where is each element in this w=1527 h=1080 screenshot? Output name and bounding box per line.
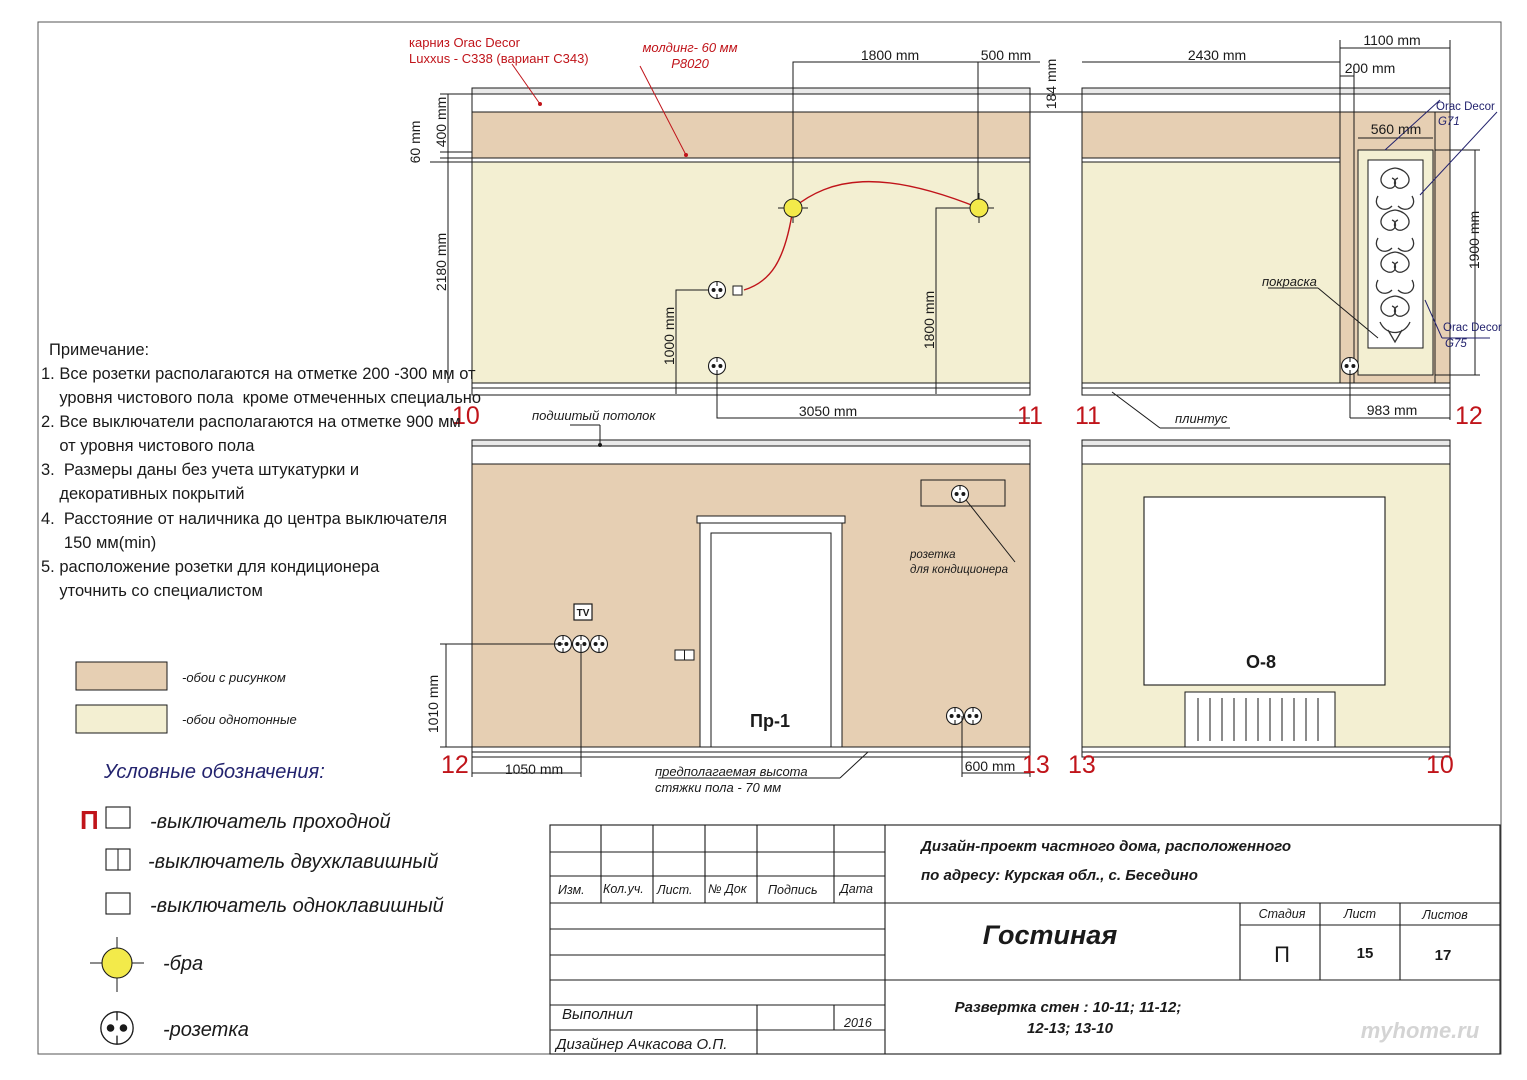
ornament-panel xyxy=(1368,160,1423,348)
baseboard-label: плинтус xyxy=(1175,411,1228,426)
cornice-label-1: карниз Orac Decor xyxy=(409,35,520,50)
tb-header-list: Лист. xyxy=(657,883,693,897)
watermark: myhome.ru xyxy=(1360,1018,1480,1043)
unfolding-label-1: Развертка стен : 10-11; 11-12; xyxy=(954,999,1182,1016)
wall-number-11: 11 xyxy=(1075,402,1101,430)
molding-label-2: P8020 xyxy=(671,56,709,71)
dim-1900: 1900 mm xyxy=(1466,210,1482,270)
orac-g71-label-2: G71 xyxy=(1438,116,1460,128)
radiator xyxy=(1185,692,1335,747)
notes-title: Примечание: xyxy=(49,341,150,359)
wall-number-10: 10 xyxy=(1426,751,1454,779)
dim-200: 200 mm xyxy=(1344,60,1396,76)
tb-header-date: Дата xyxy=(840,882,873,896)
project-title-2: по адресу: Курская обл., с. Беседино xyxy=(921,867,1198,884)
socket-icon xyxy=(947,708,964,725)
tb-header-signature: Подпись xyxy=(768,883,818,897)
dim-600: 600 mm xyxy=(964,758,1016,774)
note-line: 1. Все розетки располагаются на отметке 200 -300 мм от xyxy=(41,365,476,383)
tb-year: 2016 xyxy=(844,1016,872,1030)
tb-sheet-header: Лист xyxy=(1343,907,1377,921)
wall-12-13 xyxy=(440,425,1030,778)
wall-13-10 xyxy=(1082,440,1450,757)
socket-icon xyxy=(709,358,726,375)
dim-1000: 1000 mm xyxy=(661,306,677,366)
dim-1800-vertical: 1800 mm xyxy=(921,290,937,350)
dim-2180: 2180 mm xyxy=(433,232,449,292)
ac-socket-label-1: розетка xyxy=(910,549,956,561)
dim-400: 400 mm xyxy=(433,96,449,148)
dim-1800-top: 1800 mm xyxy=(860,47,920,63)
tb-executed-label: Выполнил xyxy=(562,1006,633,1023)
wall-number-12: 12 xyxy=(441,751,469,779)
legend-pattern-label: -обои с рисунком xyxy=(182,670,286,685)
wall-11-12 xyxy=(1082,40,1497,428)
tb-designer: Дизайнер Ачкасова О.П. xyxy=(556,1036,728,1053)
wall-number-12: 12 xyxy=(1455,402,1483,430)
wall-10-11 xyxy=(430,62,1082,418)
legend-socket-label: -розетка xyxy=(163,1019,249,1041)
dim-1050: 1050 mm xyxy=(504,761,564,777)
orac-g75-label-1: Orac Decor xyxy=(1443,322,1502,334)
legend-swatch-plain xyxy=(76,705,167,733)
molding-label-1: молдинг- 60 мм xyxy=(642,40,738,55)
dim-500: 500 mm xyxy=(980,47,1032,63)
legend-single-label: -выключатель одноклавишный xyxy=(150,895,444,917)
switch-single-legend-icon xyxy=(106,893,130,914)
room-title: Гостиная xyxy=(982,920,1118,950)
orac-g75-label-2: G75 xyxy=(1445,338,1467,350)
ac-socket-label-2: для кондиционера xyxy=(910,564,1008,576)
tb-stage-header: Стадия xyxy=(1258,907,1306,921)
dim-184: 184 mm xyxy=(1043,58,1059,110)
legend-plain-label: -обои однотонные xyxy=(182,712,297,727)
tb-header-izm: Изм. xyxy=(558,883,585,897)
wall-number-11: 11 xyxy=(1017,402,1043,430)
legend-title: Условные обозначения: xyxy=(104,761,325,783)
switch-double-icon xyxy=(675,650,694,660)
legend-swatch-pattern xyxy=(76,662,167,690)
wall-11-12-plain xyxy=(1082,162,1340,383)
screed-label-2: стяжки пола - 70 мм xyxy=(655,780,782,795)
switch-passthrough-icon xyxy=(106,807,130,828)
orac-g71-label-1: Orac Decor xyxy=(1436,101,1495,113)
dim-60: 60 mm xyxy=(407,120,423,164)
socket-icon xyxy=(952,486,969,503)
note-line: уровня чистового пола кроме отмеченных специально xyxy=(41,389,482,407)
socket-icon xyxy=(591,636,608,653)
tb-sheets-header: Листов xyxy=(1422,908,1468,922)
legend-passthrough-label: -выключатель проходной xyxy=(150,811,391,833)
wall-number-13: 13 xyxy=(1022,751,1050,779)
door-label: Пр-1 xyxy=(750,711,790,731)
tb-header-koluch: Кол.уч. xyxy=(603,882,644,896)
note-line: 150 мм(min) xyxy=(41,534,157,552)
dim-3050: 3050 mm xyxy=(798,403,858,419)
socket-icon xyxy=(965,708,982,725)
project-title-1: Дизайн-проект частного дома, расположенного xyxy=(921,838,1292,855)
switch-double-legend-icon xyxy=(106,849,130,870)
note-line: уточнить со специалистом xyxy=(41,582,263,600)
wall-number-13: 13 xyxy=(1068,751,1096,779)
wall-11-12-top-pattern xyxy=(1082,112,1340,158)
tb-stage-value: П xyxy=(1274,942,1290,967)
note-line: 5. расположение розетки для кондиционера xyxy=(41,558,380,576)
tb-sheets-value: 17 xyxy=(1434,947,1452,964)
note-line: 3. Размеры даны без учета штукатурки и xyxy=(41,461,360,479)
note-line: от уровня чистового пола xyxy=(41,437,255,455)
note-line: декоративных покрытий xyxy=(41,485,245,503)
note-line: 2. Все выключатели располагаются на отметке 900 мм xyxy=(41,413,461,431)
window-label: О-8 xyxy=(1245,652,1277,672)
tb-header-doc: № Док xyxy=(708,882,747,896)
wall-10-11-plain xyxy=(472,162,1030,383)
dim-983: 983 mm xyxy=(1366,402,1418,418)
socket-icon xyxy=(709,282,726,299)
legend-double-label: -выключатель двухклавишный xyxy=(148,851,439,873)
wall-number-10: 10 xyxy=(452,402,480,430)
wall-10-11-top-pattern xyxy=(472,112,1030,158)
legend-sconce-label: -бра xyxy=(163,953,204,975)
cornice-label-2: Luxxus - C338 (вариант С343) xyxy=(409,51,589,66)
false-ceiling-label: подшитый потолок xyxy=(532,408,656,423)
unfolding-label-2: 12-13; 13-10 xyxy=(1027,1020,1113,1037)
screed-label-1: предполагаемая высота xyxy=(655,764,808,779)
dim-1010: 1010 mm xyxy=(425,674,441,734)
tv-label: TV xyxy=(576,608,590,619)
sconce-legend-icon xyxy=(90,937,144,992)
dim-2430: 2430 mm xyxy=(1187,47,1247,63)
note-line: 4. Расстояние от наличника до центра выключателя xyxy=(41,510,448,528)
socket-legend-icon xyxy=(101,1012,133,1044)
passthrough-letter: П xyxy=(80,805,99,835)
dim-1100: 1100 mm xyxy=(1363,32,1421,48)
socket-icon xyxy=(1342,358,1359,375)
tb-sheet-value: 15 xyxy=(1356,945,1374,962)
switch-single-icon xyxy=(733,286,742,295)
painting-label: покраска xyxy=(1262,274,1317,289)
dim-560: 560 mm xyxy=(1370,121,1422,137)
